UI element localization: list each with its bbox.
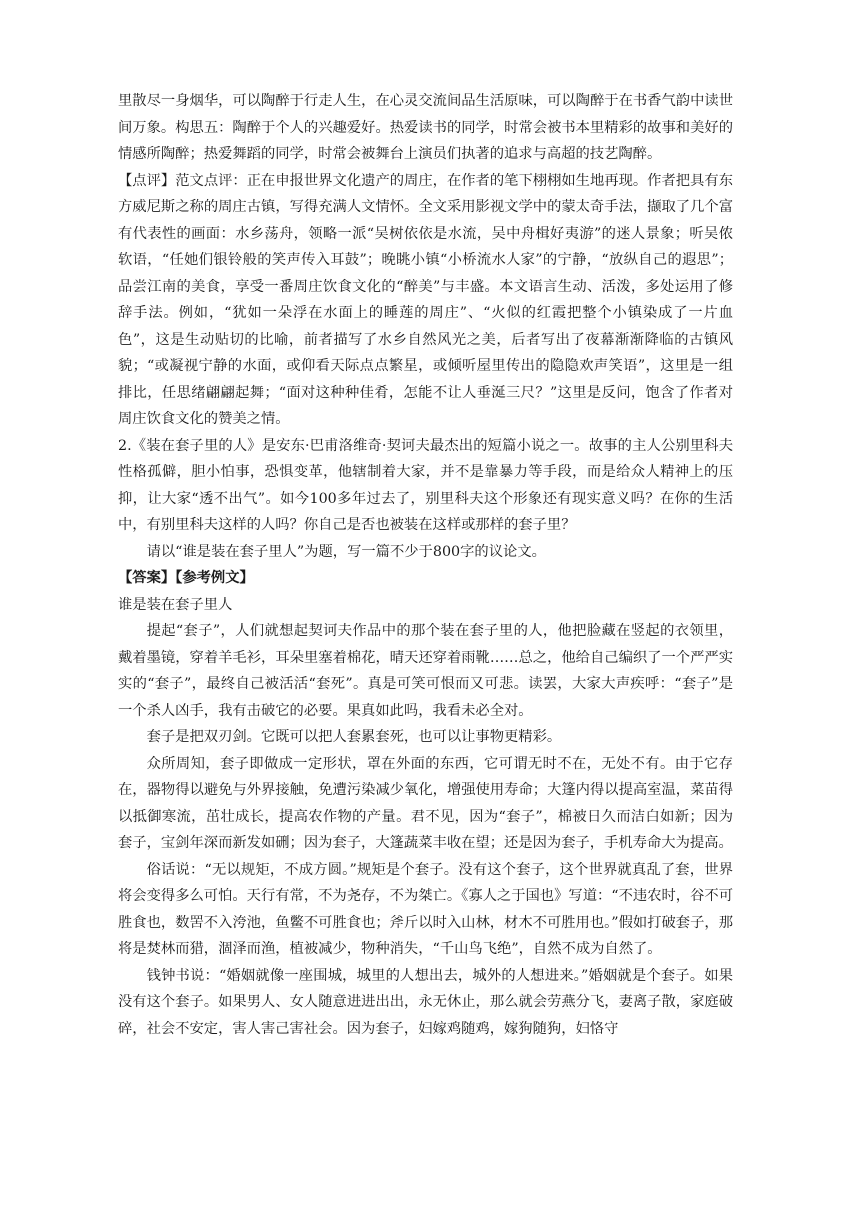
essay-paragraph-5: 钱钟书说：“婚姻就像一座围城，城里的人想出去，城外的人想进来。”婚姻就是个套子。如果没有这个套子。如果男人、女人随意进进出出，永无休止，那么就会劳燕分飞，妻离子散，家庭破碎，社会不安定，害人害己害社会。因为套子，妇嫁鸡随鸡，嫁狗随狗，妇恪守	[118, 967, 733, 1037]
essay-paragraph-4: 俗话说：“无以规矩，不成方圆。”规矩是个套子。没有这个套子，这个世界就真乱了套，世界将会变得多么可怕。天行有常，不为尧存，不为桀亡。《寡人之于国也》写道：“不违农时，谷不可胜食也，数罟不入洿池，鱼鳖不可胜食也；斧斤以时入山林，材木不可胜用也。”假如打破套子，那将是焚林而猎，涸泽而渔，植被减少，物种消失，“千山鸟飞绝”，自然不成为自然了。	[118, 861, 733, 957]
essay-title: 谁是装在套子里人	[118, 596, 233, 613]
essay-paragraph-3: 众所周知，套子即做成一定形状，罩在外面的东西，它可谓无时不在，无处不有。由于它存在，器物得以避免与外界接触，免遭污染减少氧化，增强使用寿命；大篷内得以提高室温，菜苗得以抵御寒流，茁壮成长，提高农作物的产量。君不见，因为“套子”，棉被日久而洁白如新；因为套子，宝剑年深而新发如硎；因为套子，大篷蔬菜丰收在望；还是因为套子，手机寿命大为提高。	[118, 755, 733, 851]
paragraph-question-2: 2.《装在套子里的人》是安东·巴甫洛维奇·契诃夫最杰出的短篇小说之一。故事的主人公别里科夫性格孤僻，胆小怕事，恐惧变革，他辖制着大家，并不是靠暴力等手段，而是给众人精神上的压抑，让大家“透不出气”。如今100多年过去了，别里科夫这个形象还有现实意义吗？在你的生活中，有别里科夫这样的人吗？你自己是否也被装在这样或那样的套子里？	[118, 437, 733, 533]
answer-heading: 【答案】【参考例文】	[118, 570, 254, 586]
paragraph-writing-prompt: 请以“谁是装在套子里人”为题，写一篇不少于800字的议论文。	[146, 543, 546, 560]
document-body	[118, 88, 733, 1042]
essay-paragraph-2: 套子是把双刃剑。它既可以把人套累套死，也可以让事物更精彩。	[146, 729, 562, 745]
paragraph-commentary: 【点评】范文点评：正在申报世界文化遗产的周庄，在作者的笔下栩栩如生地再现。作者把具有东方威尼斯之称的周庄古镇，写得充满人文情怀。全文采用影视文学中的蒙太奇手法，撷取了几个富有代表性的画面：水乡荡舟，领略一派“吴树依依是水流，吴中舟楫好夷游”的迷人景象；听吴侬软语，“任她们银铃般的笑声传入耳鼓”；晚眺小镇“小桥流水人家”的宁静，“放纵自己的遐思”；品尝江南的美食，享受一番周庄饮食文化的“醉美”与丰盛。本文语言生动、活泼，多处运用了修辞手法。例如，“犹如一朵浮在水面上的睡莲的周庄”、“火似的红霞把整个小镇染成了一片血色”，这是生动贴切的比喻，前者描写了水乡自然风光之美，后者写出了夜幕渐渐降临的古镇风貌；“或凝视宁静的水面，或仰看天际点点繁星，或倾听屋里传出的隐隐欢声笑语”，这里是一组排比，任思绪翩翩起舞；“面对这种种佳肴，怎能不让人垂涎三尺？”这里是反问，饱含了作者对周庄饮食文化的赞美之情。	[118, 172, 733, 427]
essay-paragraph-1: 提起“套子”，人们就想起契诃夫作品中的那个装在套子里的人，他把脸藏在竖起的衣领里，戴着墨镜，穿着羊毛衫，耳朵里塞着棉花，晴天还穿着雨靴……总之，他给自己编织了一个严严实实的“套子”，最终自己被活活“套死”。真是可笑可恨而又可悲。读罢，大家大声疾呼：“套子”是一个杀人凶手，我有击破它的必要。果真如此吗，我看未必全对。	[118, 623, 733, 719]
paragraph-continuation: 里散尽一身烟华，可以陶醉于行走人生，在心灵交流间品生活原味，可以陶醉于在书香气韵中读世间万象。构思五：陶醉于个人的兴趣爱好。热爱读书的同学，时常会被书本里精彩的故事和美好的情感所陶醉；热爱舞蹈的同学，时常会被舞台上演员们执著的追求与高超的技艺陶醉。	[118, 93, 733, 162]
